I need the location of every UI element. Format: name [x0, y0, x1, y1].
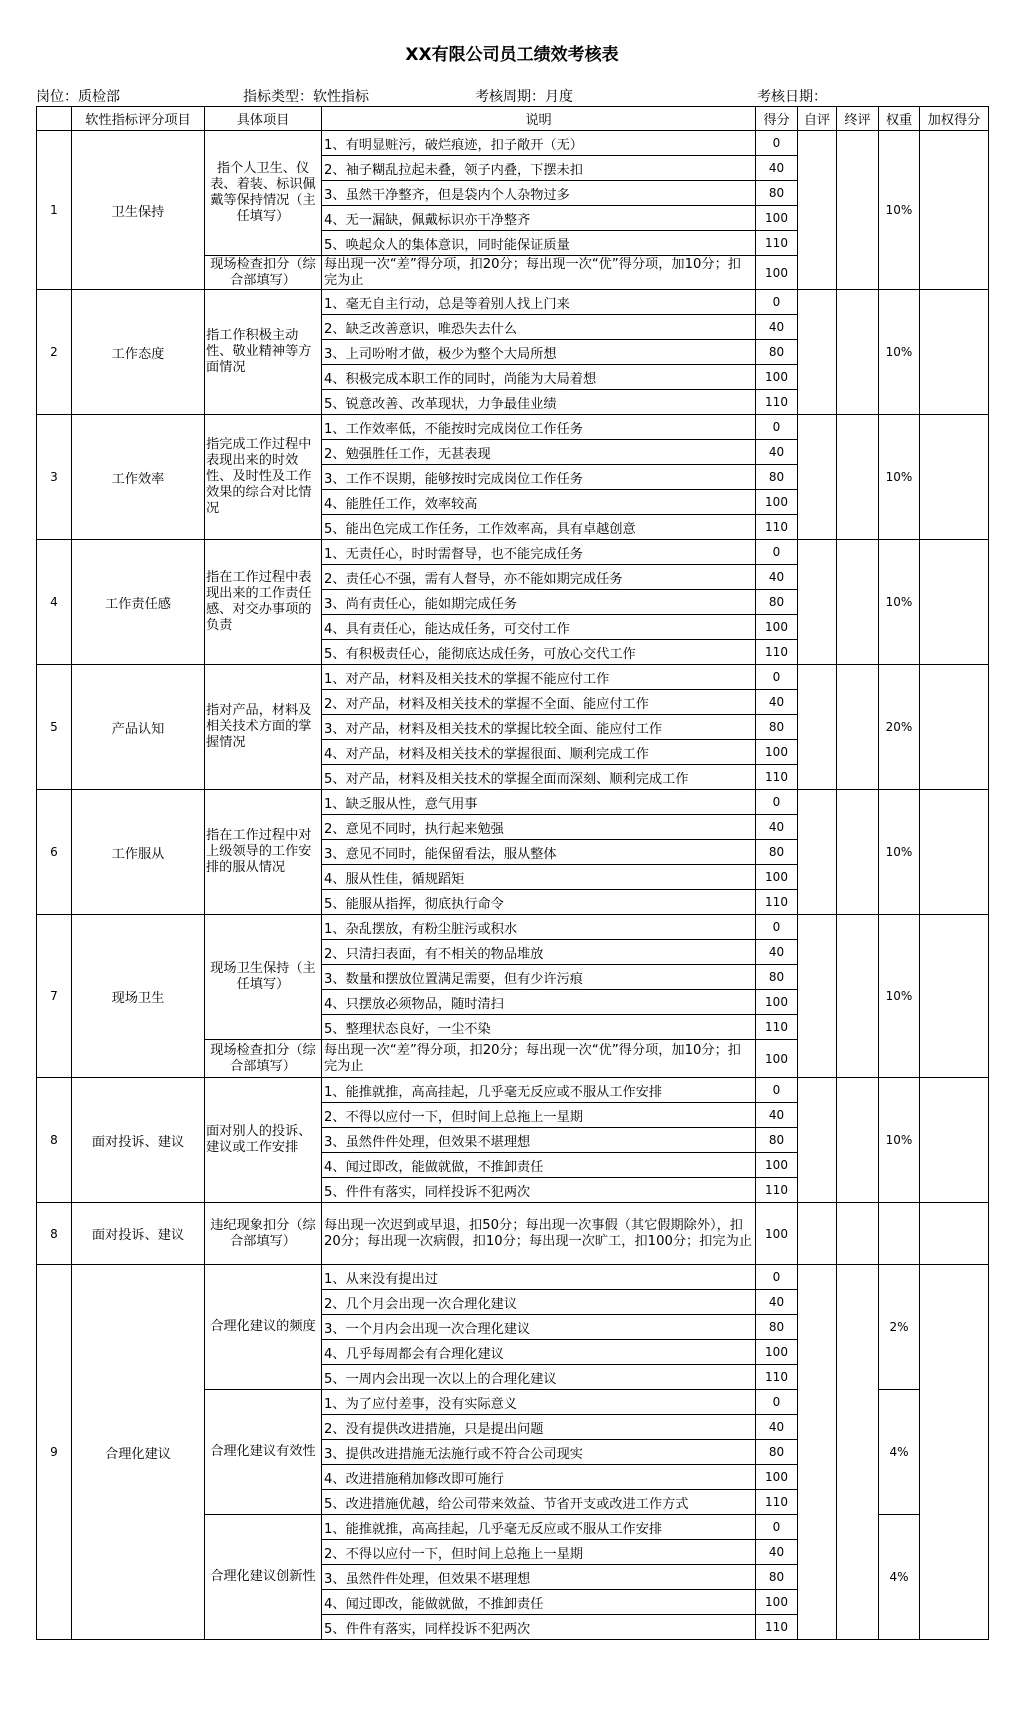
specific-item: 指完成工作过程中表现出来的时效性、及时性及工作效果的综合对比情况	[205, 415, 322, 540]
score: 0	[756, 665, 798, 690]
row-number: 2	[37, 290, 72, 415]
description: 4、无一漏缺，佩戴标识亦干净整齐	[322, 206, 756, 231]
header-description: 说明	[322, 107, 756, 131]
indicator-name: 现场卫生	[72, 915, 205, 1078]
description: 3、对产品，材料及相关技术的掌握比较全面、能应付工作	[322, 715, 756, 740]
score: 100	[756, 365, 798, 390]
weighted-score-cell	[920, 540, 989, 665]
score: 80	[756, 590, 798, 615]
row-number: 8	[37, 1078, 72, 1203]
weighted-score-cell	[920, 415, 989, 540]
description: 5、整理状态良好，一尘不染	[322, 1015, 756, 1040]
specific-item: 指个人卫生、仪表、着装、标识佩戴等保持情况（主任填写）	[205, 131, 322, 256]
table-row	[37, 665, 989, 690]
score: 0	[756, 790, 798, 815]
description: 2、只清扫表面，有不相关的物品堆放	[322, 940, 756, 965]
header-row	[37, 107, 989, 131]
table-row	[37, 1265, 989, 1290]
score: 80	[756, 465, 798, 490]
score: 110	[756, 765, 798, 790]
description: 4、几乎每周都会有合理化建议	[322, 1340, 756, 1365]
score: 110	[756, 1178, 798, 1203]
score: 100	[756, 1153, 798, 1178]
self-eval-cell	[798, 1203, 837, 1265]
description: 3、上司吩咐才做，极少为整个大局所想	[322, 340, 756, 365]
description: 5、有积极责任心，能彻底达成任务，可放心交代工作	[322, 640, 756, 665]
final-eval-cell	[837, 131, 879, 290]
final-eval-cell	[837, 790, 879, 915]
description: 3、虽然件件处理，但效果不堪理想	[322, 1565, 756, 1590]
description: 1、无责任心，时时需督导，也不能完成任务	[322, 540, 756, 565]
score: 40	[756, 1290, 798, 1315]
description: 2、缺乏改善意识，唯恐失去什么	[322, 315, 756, 340]
row-number: 9	[37, 1265, 72, 1640]
self-eval-cell	[798, 1265, 837, 1640]
indicator-name: 合理化建议	[72, 1265, 205, 1640]
score: 100	[756, 1465, 798, 1490]
indicator-name: 工作服从	[72, 790, 205, 915]
score: 0	[756, 290, 798, 315]
description: 4、改进措施稍加修改即可施行	[322, 1465, 756, 1490]
description: 5、唤起众人的集体意识，同时能保证质量	[322, 231, 756, 256]
description: 1、对产品，材料及相关技术的掌握不能应付工作	[322, 665, 756, 690]
score: 110	[756, 515, 798, 540]
description: 5、一周内会出现一次以上的合理化建议	[322, 1365, 756, 1390]
weighted-score-cell	[920, 1265, 989, 1640]
score: 110	[756, 1490, 798, 1515]
description: 5、件件有落实，同样投诉不犯两次	[322, 1615, 756, 1640]
description: 5、能服从指挥，彻底执行命令	[322, 890, 756, 915]
score: 100	[756, 256, 798, 290]
score: 40	[756, 315, 798, 340]
row-number: 8	[37, 1203, 72, 1265]
header-score: 得分	[756, 107, 798, 131]
description: 3、虽然件件处理，但效果不堪理想	[322, 1128, 756, 1153]
weight-cell	[879, 1203, 920, 1265]
score: 110	[756, 890, 798, 915]
specific-item: 现场检查扣分（综合部填写）	[205, 1040, 322, 1078]
score: 80	[756, 340, 798, 365]
score: 0	[756, 1390, 798, 1415]
specific-item: 指对产品，材料及相关技术方面的掌握情况	[205, 665, 322, 790]
score: 80	[756, 181, 798, 206]
description: 1、从来没有提出过	[322, 1265, 756, 1290]
score: 0	[756, 1515, 798, 1540]
description: 2、勉强胜任工作，无甚表现	[322, 440, 756, 465]
score: 100	[756, 1340, 798, 1365]
table-row	[37, 1078, 989, 1103]
score: 0	[756, 131, 798, 156]
final-eval-cell	[837, 665, 879, 790]
score: 80	[756, 965, 798, 990]
description: 2、责任心不强，需有人督导，亦不能如期完成任务	[322, 565, 756, 590]
description: 3、虽然干净整齐，但是袋内个人杂物过多	[322, 181, 756, 206]
self-eval-cell	[798, 665, 837, 790]
description: 1、毫无自主行动，总是等着别人找上门来	[322, 290, 756, 315]
row-number: 6	[37, 790, 72, 915]
weighted-score-cell	[920, 1078, 989, 1203]
score: 100	[756, 1590, 798, 1615]
score: 40	[756, 940, 798, 965]
description: 4、服从性佳，循规蹈矩	[322, 865, 756, 890]
header-item: 具体项目	[205, 107, 322, 131]
description: 4、能胜任工作，效率较高	[322, 490, 756, 515]
row-number: 1	[37, 131, 72, 290]
score: 40	[756, 690, 798, 715]
final-eval-cell	[837, 290, 879, 415]
page-title: XX有限公司员工绩效考核表	[405, 45, 619, 65]
score: 110	[756, 1615, 798, 1640]
score: 110	[756, 231, 798, 256]
score: 0	[756, 415, 798, 440]
table-row	[37, 1203, 989, 1265]
score: 40	[756, 156, 798, 181]
description: 2、没有提供改进措施，只是提出问题	[322, 1415, 756, 1440]
description: 4、积极完成本职工作的同时，尚能为大局着想	[322, 365, 756, 390]
appraisal-table	[36, 106, 989, 1640]
description: 每出现一次“差”得分项，扣20分；每出现一次“优”得分项，加10分；扣完为止	[322, 1040, 756, 1078]
description: 5、改进措施优越，给公司带来效益、节省开支或改进工作方式	[322, 1490, 756, 1515]
score: 0	[756, 1078, 798, 1103]
table-row	[37, 915, 989, 940]
score: 40	[756, 440, 798, 465]
score: 80	[756, 715, 798, 740]
description: 1、为了应付差事，没有实际意义	[322, 1390, 756, 1415]
weighted-score-cell	[920, 665, 989, 790]
final-eval-cell	[837, 1265, 879, 1640]
meta-date: 考核日期：	[757, 89, 827, 105]
description: 1、能推就推，高高挂起，几乎毫无反应或不服从工作安排	[322, 1078, 756, 1103]
score: 110	[756, 1365, 798, 1390]
specific-item: 现场检查扣分（综合部填写）	[205, 256, 322, 290]
row-number: 4	[37, 540, 72, 665]
header-weight: 权重	[879, 107, 920, 131]
score: 110	[756, 1015, 798, 1040]
description: 2、袖子糊乱拉起未叠，领子内叠，下摆未扣	[322, 156, 756, 181]
score: 80	[756, 1128, 798, 1153]
description: 2、对产品，材料及相关技术的掌握不全面、能应付工作	[322, 690, 756, 715]
meta-indicator-type: 指标类型：软性指标	[243, 89, 369, 105]
final-eval-cell	[837, 1078, 879, 1203]
weight-cell: 10%	[879, 540, 920, 665]
meta-position: 岗位：质检部	[36, 89, 120, 105]
specific-item: 指在工作过程中表现出来的工作责任感、对交办事项的负责	[205, 540, 322, 665]
score: 40	[756, 565, 798, 590]
self-eval-cell	[798, 415, 837, 540]
description: 3、提供改进措施无法施行或不符合公司现实	[322, 1440, 756, 1465]
indicator-name: 卫生保持	[72, 131, 205, 290]
weighted-score-cell	[920, 290, 989, 415]
description: 5、锐意改善、改革现状，力争最佳业绩	[322, 390, 756, 415]
weighted-score-cell	[920, 1203, 989, 1265]
score: 40	[756, 1540, 798, 1565]
indicator-name: 工作责任感	[72, 540, 205, 665]
final-eval-cell	[837, 540, 879, 665]
description: 3、尚有责任心，能如期完成任务	[322, 590, 756, 615]
description: 3、一个月内会出现一次合理化建议	[322, 1315, 756, 1340]
description: 2、不得以应付一下，但时间上总拖上一星期	[322, 1103, 756, 1128]
weight-cell: 10%	[879, 915, 920, 1078]
score: 40	[756, 1415, 798, 1440]
final-eval-cell	[837, 915, 879, 1078]
description: 3、意见不同时，能保留看法，服从整体	[322, 840, 756, 865]
header-final-eval: 终评	[837, 107, 879, 131]
weight-cell: 4%	[879, 1515, 920, 1640]
specific-item: 合理化建议有效性	[205, 1390, 322, 1515]
weighted-score-cell	[920, 790, 989, 915]
score: 80	[756, 1315, 798, 1340]
table-row	[37, 290, 989, 315]
weight-cell: 10%	[879, 290, 920, 415]
specific-item: 面对别人的投诉、建议或工作安排	[205, 1078, 322, 1203]
row-number: 7	[37, 915, 72, 1078]
description: 2、不得以应付一下，但时间上总拖上一星期	[322, 1540, 756, 1565]
description: 4、只摆放必须物品，随时清扫	[322, 990, 756, 1015]
score: 100	[756, 490, 798, 515]
description: 1、缺乏服从性，意气用事	[322, 790, 756, 815]
description: 每出现一次“差”得分项，扣20分；每出现一次“优”得分项，加10分；扣完为止	[322, 256, 756, 290]
score: 110	[756, 390, 798, 415]
description: 每出现一次迟到或早退，扣50分；每出现一次事假（其它假期除外），扣20分；每出现一次病假，扣10分；每出现一次旷工，扣100分；扣完为止	[322, 1203, 756, 1265]
weight-cell: 10%	[879, 415, 920, 540]
weighted-score-cell	[920, 915, 989, 1078]
meta-period: 考核周期：月度	[475, 89, 573, 105]
score: 100	[756, 615, 798, 640]
description: 1、杂乱摆放，有粉尘脏污或积水	[322, 915, 756, 940]
description: 2、意见不同时，执行起来勉强	[322, 815, 756, 840]
final-eval-cell	[837, 1203, 879, 1265]
self-eval-cell	[798, 290, 837, 415]
description: 4、闻过即改，能做就做，不推卸责任	[322, 1153, 756, 1178]
score: 100	[756, 990, 798, 1015]
score: 100	[756, 740, 798, 765]
description: 1、能推就推，高高挂起，几乎毫无反应或不服从工作安排	[322, 1515, 756, 1540]
table-row	[37, 790, 989, 815]
specific-item: 指在工作过程中对上级领导的工作安排的服从情况	[205, 790, 322, 915]
weight-cell: 10%	[879, 790, 920, 915]
table-row	[37, 131, 989, 156]
description: 1、有明显赃污，破烂痕迹，扣子敞开（无）	[322, 131, 756, 156]
score: 0	[756, 915, 798, 940]
indicator-name: 面对投诉、建议	[72, 1203, 205, 1265]
row-number: 3	[37, 415, 72, 540]
weight-cell: 10%	[879, 1078, 920, 1203]
specific-item: 违纪现象扣分（综合部填写）	[205, 1203, 322, 1265]
score: 0	[756, 1265, 798, 1290]
self-eval-cell	[798, 131, 837, 290]
header-indicator: 软性指标评分项目	[72, 107, 205, 131]
description: 5、件件有落实，同样投诉不犯两次	[322, 1178, 756, 1203]
score: 100	[756, 1203, 798, 1265]
score: 100	[756, 865, 798, 890]
indicator-name: 面对投诉、建议	[72, 1078, 205, 1203]
self-eval-cell	[798, 540, 837, 665]
indicator-name: 工作效率	[72, 415, 205, 540]
description: 5、能出色完成工作任务，工作效率高，具有卓越创意	[322, 515, 756, 540]
specific-item: 现场卫生保持（主任填写）	[205, 915, 322, 1040]
indicator-name: 产品认知	[72, 665, 205, 790]
score: 80	[756, 1565, 798, 1590]
specific-item: 合理化建议创新性	[205, 1515, 322, 1640]
score: 100	[756, 206, 798, 231]
table-row	[37, 540, 989, 565]
description: 1、工作效率低，不能按时完成岗位工作任务	[322, 415, 756, 440]
score: 110	[756, 640, 798, 665]
self-eval-cell	[798, 915, 837, 1078]
description: 2、几个月会出现一次合理化建议	[322, 1290, 756, 1315]
weighted-score-cell	[920, 131, 989, 290]
specific-item: 指工作积极主动性、敬业精神等方面情况	[205, 290, 322, 415]
score: 40	[756, 815, 798, 840]
description: 3、工作不误期，能够按时完成岗位工作任务	[322, 465, 756, 490]
weight-cell: 4%	[879, 1390, 920, 1515]
self-eval-cell	[798, 1078, 837, 1203]
self-eval-cell	[798, 790, 837, 915]
description: 5、对产品，材料及相关技术的掌握全面而深刻、顺利完成工作	[322, 765, 756, 790]
weight-cell: 2%	[879, 1265, 920, 1390]
header-self-eval: 自评	[798, 107, 837, 131]
header-weighted-score: 加权得分	[920, 107, 989, 131]
row-number: 5	[37, 665, 72, 790]
score: 80	[756, 840, 798, 865]
table-row	[37, 415, 989, 440]
description: 3、数量和摆放位置满足需要，但有少许污痕	[322, 965, 756, 990]
indicator-name: 工作态度	[72, 290, 205, 415]
header-no	[37, 107, 72, 131]
description: 4、具有责任心，能达成任务，可交付工作	[322, 615, 756, 640]
score: 100	[756, 1040, 798, 1078]
weight-cell: 10%	[879, 131, 920, 290]
weight-cell: 20%	[879, 665, 920, 790]
final-eval-cell	[837, 415, 879, 540]
score: 80	[756, 1440, 798, 1465]
score: 0	[756, 540, 798, 565]
score: 40	[756, 1103, 798, 1128]
description: 4、对产品，材料及相关技术的掌握很面、顺利完成工作	[322, 740, 756, 765]
specific-item: 合理化建议的频度	[205, 1265, 322, 1390]
description: 4、闻过即改，能做就做，不推卸责任	[322, 1590, 756, 1615]
